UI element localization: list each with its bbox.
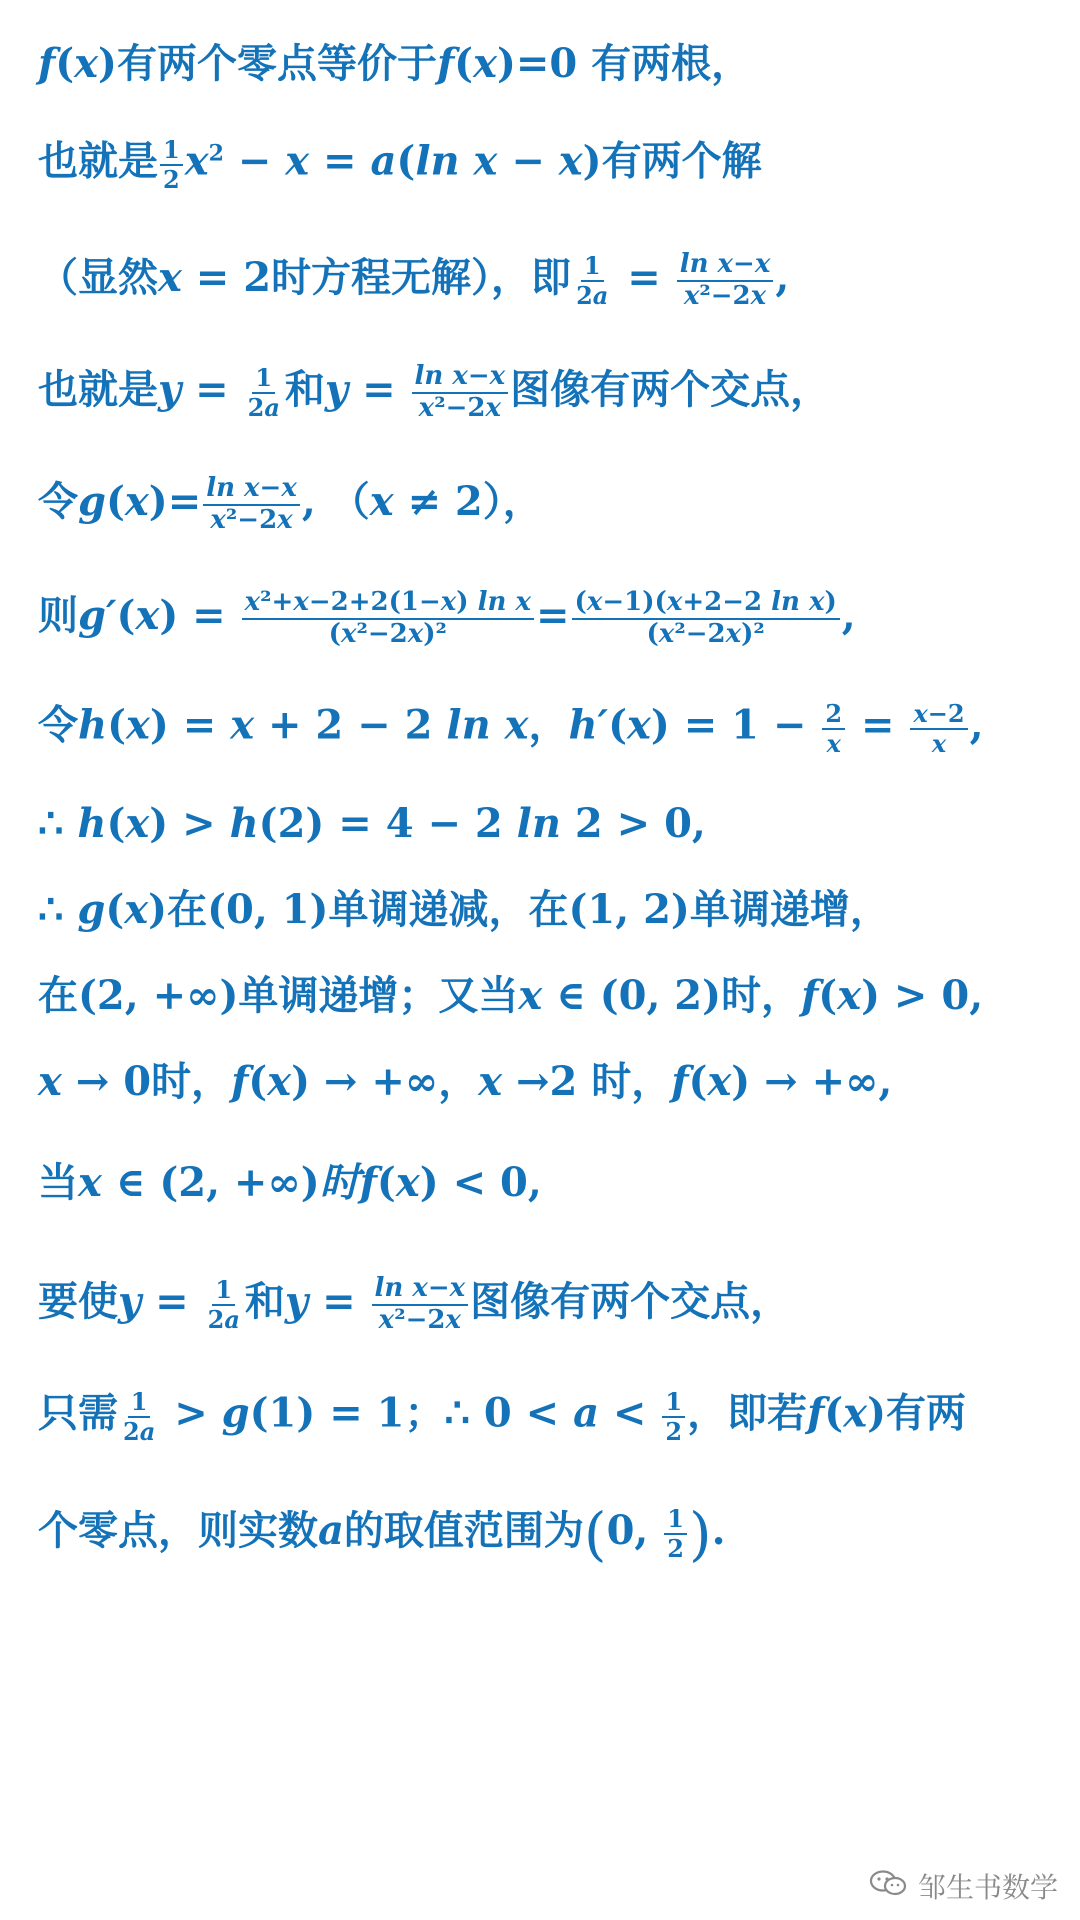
watermark-label: 邹生书数学 [917,1871,1058,1904]
math-line-3: （显然x = 2时方程无解），即 $\frac{1}{2a}$ = $\frac{\text{ln x−x}}{\text{x²−2x}}$ , [38,249,790,311]
math-line-12: 当x ∈ (2, +∞)时f(x) < 0, [38,1159,542,1206]
math-line-14: 只需 $\frac{1}{2a}$ > g(1) = 1；∴ 0 < a < $\frac{1}{2}$ ，即若f(x)有两 [38,1387,967,1446]
math-line-1: f(x)有两个零点等价于f(x)=0 有两根， [38,40,752,87]
math-line-6: 则g′(x) = $\frac{\text{x²+x−2+2(1−x) ln x}}{\text{(x²−2x)²}}$ = $\frac{\text{(x−1)(x+2−2 ln x)}}{\text{(x²−2x)²}}$ , [38,587,856,649]
math-line-2: 也就是 $\frac{1}{2}$ $x^2 - x = a(\ln$ x − x)有两个解 [38,135,762,194]
watermark [868,1866,1058,1906]
math-line-4: 也就是y = $\frac{1}{2a}$ 和y = $\frac{\text{ln x−x}}{\text{x²−2x}}$ 图像有两个交点， [38,361,831,423]
math-line-11: x → 0时，f(x) → +∞，x →2 时，f(x) → +∞, [38,1058,893,1105]
math-line-5: 令g(x)= $\frac{\text{ln x−x}}{\text{x²−2x}}$ , （x ≠ 2）， [38,473,543,535]
math-line-7: 令h(x) = x + 2 − 2 ln x，h′(x) = 1 − $\frac{2}{x}$ = $\frac{x-2}{x}$ , [38,699,984,758]
math-line-13: 要使y = $\frac{1}{2a}$ 和y = $\frac{\text{ln x−x}}{\text{x²−2x}}$ 图像有两个交点， [38,1273,791,1335]
math-line-10: 在(2, +∞)单调递增；又当x ∈ (0, 2)时，f(x) > 0, [38,972,984,1019]
math-line-8: ∴ h(x) > h(2) = 4 − 2 ln 2 > 0, [38,800,706,847]
wechat-icon [868,1868,910,1905]
math-line-15: 个零点，则实数a的取值范围为(0, $\frac{1}{2}$ ). [38,1500,726,1568]
math-line-9: ∴ g(x)在(0, 1)单调递减，在(1, 2)单调递增， [38,886,890,933]
